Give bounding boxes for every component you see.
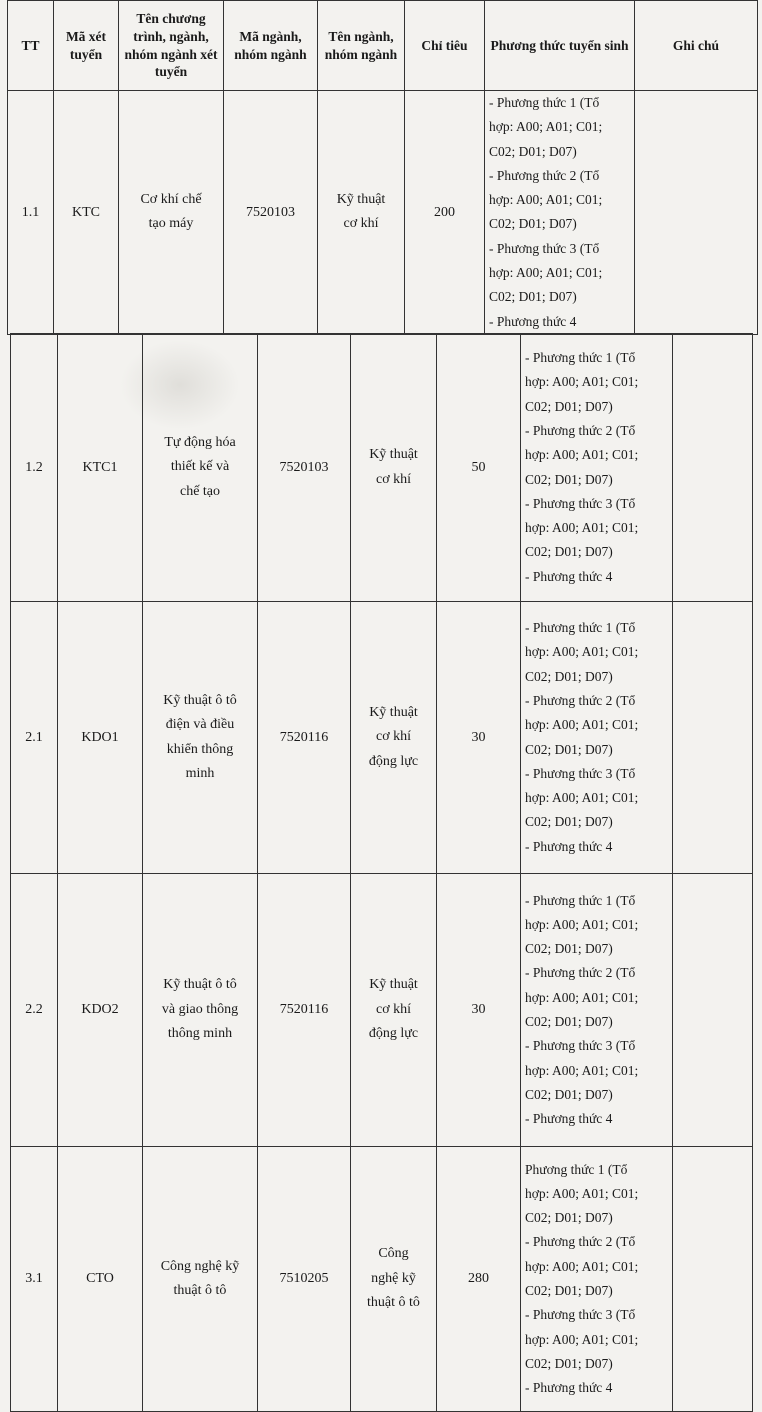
cell-ten-nganh-line: cơ khí (375, 1001, 411, 1017)
cell-ten-chuong-trinh (119, 91, 224, 335)
cell-phuong-thuc (521, 1147, 673, 1412)
cell-ma-nganh: 7510205 (258, 1147, 351, 1412)
cell-phuong-thuc-line: - Phương thức 2 (Tổ (525, 422, 636, 438)
cell-ten-nganh-line: động lực (368, 753, 419, 769)
cell-ma-nganh: 7520103 (224, 91, 318, 335)
cell-phuong-thuc-line: C02; D01; D07) (525, 941, 613, 957)
cell-phuong-thuc (521, 602, 673, 874)
cell-phuong-thuc-line: - Phương thức 1 (Tổ (525, 350, 636, 366)
cell-phuong-thuc-line: - Phương thức 4 (489, 313, 577, 329)
cell-phuong-thuc-line: hợp: A00; A01; C01; (489, 192, 603, 208)
cell-phuong-thuc-line: - Phương thức 1 (Tổ (525, 892, 636, 908)
cell-ten-chuong-trinh (143, 874, 258, 1147)
cell-phuong-thuc-line: C02; D01; D07) (525, 1014, 613, 1029)
cell-ten-chuong-trinh-line: tạo máy (148, 216, 194, 232)
header-ten-chuong-trinh: Tên chương trình, ngành, nhóm ngành xét tuyển (119, 1, 224, 91)
cell-phuong-thuc-line: hợp: A00; A01; C01; (525, 447, 639, 463)
cell-phuong-thuc-line: C02; D01; D07) (525, 471, 613, 487)
cell-phuong-thuc-line: hợp: A00; A01; C01; (489, 119, 603, 135)
cell-ten-chuong-trinh-line: Công nghệ kỹ (160, 1258, 240, 1274)
cell-ten-chuong-trinh-line: thông minh (167, 1026, 233, 1042)
cell-ghi-chu (673, 1147, 753, 1412)
cell-phuong-thuc-line: C02; D01; D07) (525, 814, 613, 830)
cell-ma-nganh: 7520116 (258, 602, 351, 874)
cell-tt: 1.2 (11, 334, 58, 602)
cell-phuong-thuc-line: - Phương thức 2 (Tổ (525, 965, 636, 981)
cell-ten-chuong-trinh (143, 1147, 258, 1412)
cell-chi-tieu: 280 (437, 1147, 521, 1412)
cell-phuong-thuc-line: - Phương thức 2 (Tổ (525, 1234, 636, 1250)
cell-ghi-chu (635, 91, 758, 335)
cell-ten-nganh (318, 91, 405, 335)
cell-ten-nganh (351, 334, 437, 602)
header-chi-tieu: Chỉ tiêu (405, 1, 485, 91)
cell-phuong-thuc-line: - Phương thức 1 (Tổ (525, 620, 636, 636)
table-row (11, 334, 753, 602)
cell-phuong-thuc-line: hợp: A00; A01; C01; (525, 790, 639, 806)
cell-phuong-thuc-line: hợp: A00; A01; C01; (525, 644, 639, 660)
cell-ma-nganh: 7520116 (258, 874, 351, 1147)
cell-ten-chuong-trinh-line: Kỹ thuật ô tô (163, 692, 237, 708)
cell-ten-nganh-line: cơ khí (375, 729, 411, 745)
cell-ten-nganh (351, 1147, 437, 1412)
cell-phuong-thuc-line: C02; D01; D07) (489, 289, 577, 305)
cell-ten-chuong-trinh-line: thuật ô tô (173, 1283, 227, 1298)
cell-ten-chuong-trinh-line: Cơ khí chế (140, 191, 202, 207)
cell-ten-chuong-trinh-line: thiết kế và (170, 459, 230, 475)
cell-ten-nganh (351, 602, 437, 874)
cell-ten-nganh-line: Kỹ thuật (336, 191, 386, 207)
cell-tt: 2.2 (11, 874, 58, 1147)
header-ma-nganh: Mã ngành, nhóm ngành (224, 1, 318, 91)
cell-ten-nganh (351, 874, 437, 1147)
header-phuong-thuc: Phương thức tuyển sinh (485, 1, 635, 91)
header-ghi-chu: Ghi chú (635, 1, 758, 91)
cell-chi-tieu: 30 (437, 602, 521, 874)
cell-ten-nganh-line: thuật ô tô (367, 1295, 420, 1311)
table-row (11, 874, 753, 1147)
header-ma-xet-tuyen: Mã xét tuyển (54, 1, 119, 91)
cell-chi-tieu: 50 (437, 334, 521, 602)
cell-phuong-thuc (521, 334, 673, 602)
cell-phuong-thuc-line: - Phương thức 4 (525, 1111, 613, 1127)
cell-ten-nganh-line: động lực (368, 1026, 419, 1042)
cell-ten-nganh-line: Kỹ thuật (369, 447, 418, 462)
cell-phuong-thuc-line: hợp: A00; A01; C01; (525, 989, 639, 1005)
cell-phuong-thuc-line: hợp: A00; A01; C01; (525, 1258, 639, 1274)
cell-phuong-thuc-line: - Phương thức 3 (Tổ (525, 1307, 636, 1323)
cell-ten-chuong-trinh-line: Kỹ thuật ô tô (163, 977, 237, 993)
table-row (11, 602, 753, 874)
table-row (8, 91, 758, 335)
cell-ghi-chu (673, 874, 753, 1147)
cell-ten-chuong-trinh-line: minh (185, 766, 215, 781)
cell-tt: 2.1 (11, 602, 58, 874)
cell-phuong-thuc-line: hợp: A00; A01; C01; (525, 717, 639, 733)
cell-ghi-chu (673, 334, 753, 602)
cell-ten-nganh-line: nghệ kỹ (371, 1270, 416, 1286)
cell-phuong-thuc-line: hợp: A00; A01; C01; (525, 916, 639, 932)
cell-phuong-thuc-line: - Phương thức 4 (525, 838, 613, 854)
cell-ten-nganh-line: Công (378, 1246, 409, 1262)
cell-ten-chuong-trinh-line: điện và điều (165, 717, 235, 732)
cell-phuong-thuc-line: Phương thức 1 (Tổ (525, 1161, 628, 1177)
cell-ten-chuong-trinh-line: Tự động hóa (164, 434, 236, 450)
cell-ten-nganh-line: Kỹ thuật (369, 704, 418, 720)
cell-phuong-thuc-line: - Phương thức 2 (Tổ (489, 167, 600, 183)
cell-phuong-thuc-line: - Phương thức 3 (Tổ (525, 765, 636, 781)
cell-ten-nganh-line: cơ khí (343, 216, 379, 232)
cell-phuong-thuc-line: C02; D01; D07) (489, 143, 577, 159)
cell-ten-chuong-trinh (143, 602, 258, 874)
cell-ghi-chu (673, 602, 753, 874)
cell-phuong-thuc-line: C02; D01; D07) (525, 544, 613, 560)
cell-phuong-thuc-line: hợp: A00; A01; C01; (525, 520, 639, 536)
cell-ten-nganh-line: cơ khí (375, 471, 411, 487)
cell-phuong-thuc-line: - Phương thức 4 (525, 1380, 613, 1396)
cell-phuong-thuc-line: C02; D01; D07) (489, 216, 577, 232)
cell-phuong-thuc-line: C02; D01; D07) (525, 668, 613, 684)
cell-phuong-thuc-line: - Phương thức 3 (Tổ (525, 495, 636, 511)
cell-phuong-thuc-line: C02; D01; D07) (525, 1210, 613, 1226)
cell-chi-tieu: 30 (437, 874, 521, 1147)
cell-phuong-thuc-line: C02; D01; D07) (525, 1086, 613, 1102)
admission-table-bottom (10, 333, 753, 1412)
cell-phuong-thuc-line: - Phương thức 3 (Tổ (489, 240, 600, 256)
admission-table-top (7, 0, 758, 335)
cell-ma-xet-tuyen: KTC1 (58, 334, 143, 602)
cell-phuong-thuc-line: hợp: A00; A01; C01; (525, 1062, 639, 1078)
cell-phuong-thuc-line: C02; D01; D07) (525, 1355, 613, 1371)
cell-ma-xet-tuyen: CTO (58, 1147, 143, 1412)
cell-phuong-thuc-line: hợp: A00; A01; C01; (489, 265, 603, 281)
cell-phuong-thuc-line: C02; D01; D07) (525, 1283, 613, 1298)
cell-phuong-thuc-line: - Phương thức 2 (Tổ (525, 692, 636, 708)
cell-phuong-thuc-line: hợp: A00; A01; C01; (525, 1331, 639, 1347)
cell-phuong-thuc-line: - Phương thức 4 (525, 568, 613, 584)
header-ten-nganh: Tên ngành, nhóm ngành (318, 1, 405, 91)
cell-tt: 3.1 (11, 1147, 58, 1412)
cell-ten-nganh-line: Kỹ thuật (369, 977, 418, 993)
cell-ten-chuong-trinh (143, 334, 258, 602)
cell-ten-chuong-trinh-line: khiển thông (166, 741, 234, 757)
cell-phuong-thuc-line: hợp: A00; A01; C01; (525, 1185, 639, 1201)
cell-phuong-thuc-line: - Phương thức 1 (Tổ (489, 95, 600, 110)
cell-ma-nganh: 7520103 (258, 334, 351, 602)
header-tt: TT (8, 1, 54, 91)
cell-chi-tieu: 200 (405, 91, 485, 335)
cell-phuong-thuc-line: C02; D01; D07) (525, 741, 613, 757)
table-row (11, 1147, 753, 1412)
cell-tt: 1.1 (8, 91, 54, 335)
cell-ma-xet-tuyen: KDO1 (58, 602, 143, 874)
cell-phuong-thuc-line: C02; D01; D07) (525, 398, 613, 414)
cell-phuong-thuc (521, 874, 673, 1147)
cell-phuong-thuc (485, 91, 635, 335)
cell-ten-chuong-trinh-line: chế tạo (179, 483, 221, 499)
cell-phuong-thuc-line: - Phương thức 3 (Tổ (525, 1038, 636, 1054)
cell-phuong-thuc-line: hợp: A00; A01; C01; (525, 374, 639, 390)
cell-ma-xet-tuyen: KDO2 (58, 874, 143, 1147)
header-row (8, 1, 758, 91)
cell-ma-xet-tuyen: KTC (54, 91, 119, 335)
cell-ten-chuong-trinh-line: và giao thông (161, 1001, 239, 1017)
